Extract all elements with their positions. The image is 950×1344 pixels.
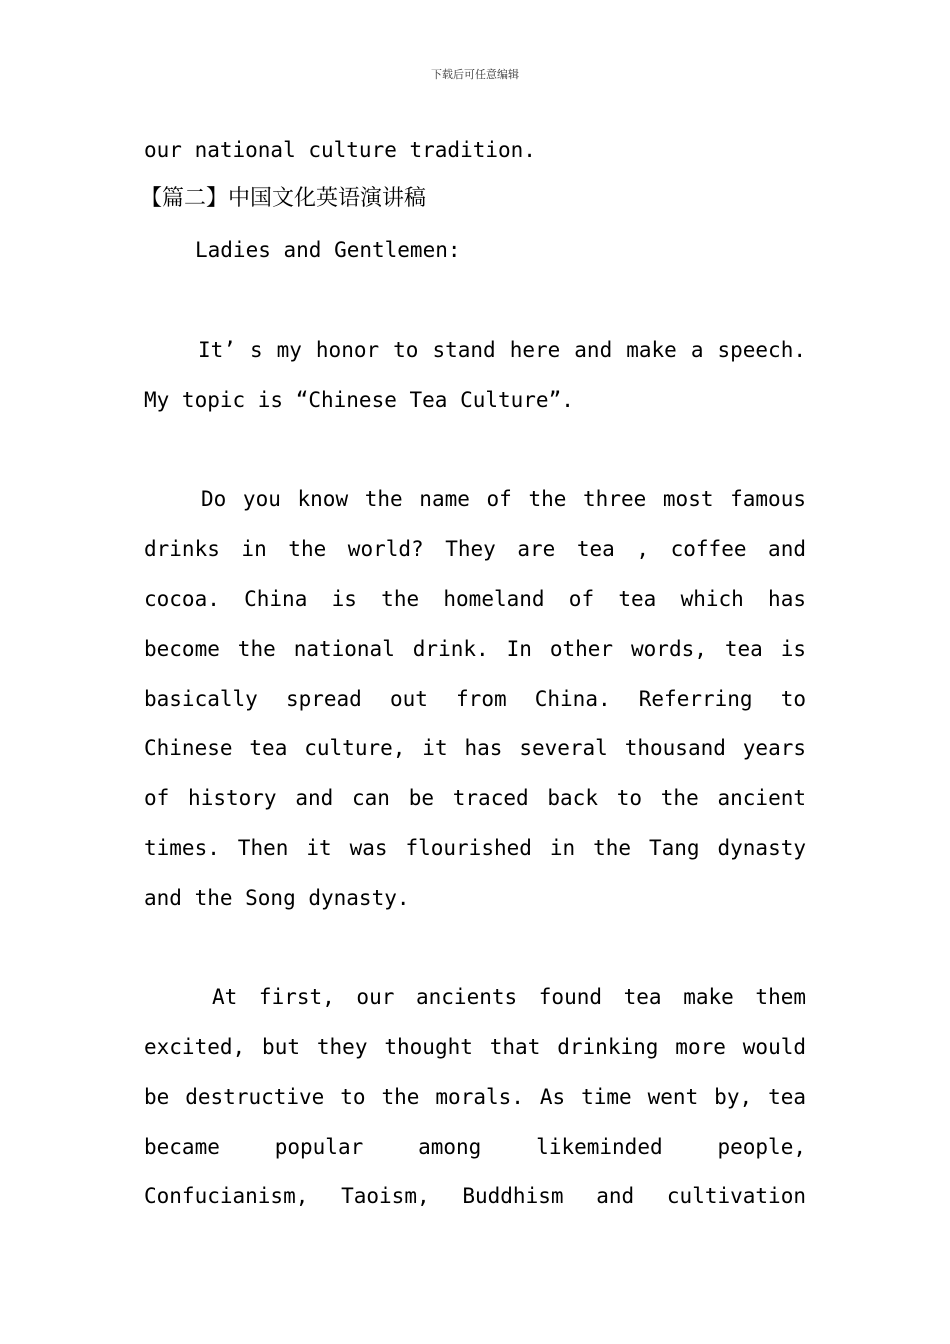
text-line: of history and can be traced back to the ancient	[144, 786, 806, 810]
page-header: 下载后可任意编辑	[431, 68, 519, 81]
text-line: At first, our ancients found tea make them	[212, 985, 806, 1009]
text-line: become the national drink. In other words, tea is	[144, 637, 806, 661]
text-line: Do you know the name of the three most famous	[201, 487, 806, 511]
text-line: and the Song dynasty.	[144, 886, 410, 910]
section-title: 【篇二】中国文化英语演讲稿	[140, 186, 427, 211]
text-line: drinks in the world? They are tea , coffee and	[144, 537, 806, 561]
text-line: Confucianism, Taoism, Buddhism and cultivation	[144, 1184, 806, 1208]
text-line: times. Then it was flourished in the Tang dynasty	[144, 836, 806, 860]
text-line: excited, but they thought that drinking more would	[144, 1035, 806, 1059]
text-line: our national culture tradition.	[144, 138, 536, 162]
salutation: Ladies and Gentlemen:	[195, 238, 461, 262]
text-line: Chinese tea culture, it has several thousand years	[144, 736, 806, 760]
text-line: became popular among likeminded people,	[144, 1135, 806, 1159]
text-line: basically spread out from China. Referring to	[144, 687, 806, 711]
text-line: My topic is “Chinese Tea Culture”.	[144, 388, 574, 412]
text-line: It’ s my honor to stand here and make a speech.	[198, 338, 806, 362]
text-line: be destructive to the morals. As time went by, tea	[144, 1085, 806, 1109]
text-line: cocoa. China is the homeland of tea which has	[144, 587, 806, 611]
